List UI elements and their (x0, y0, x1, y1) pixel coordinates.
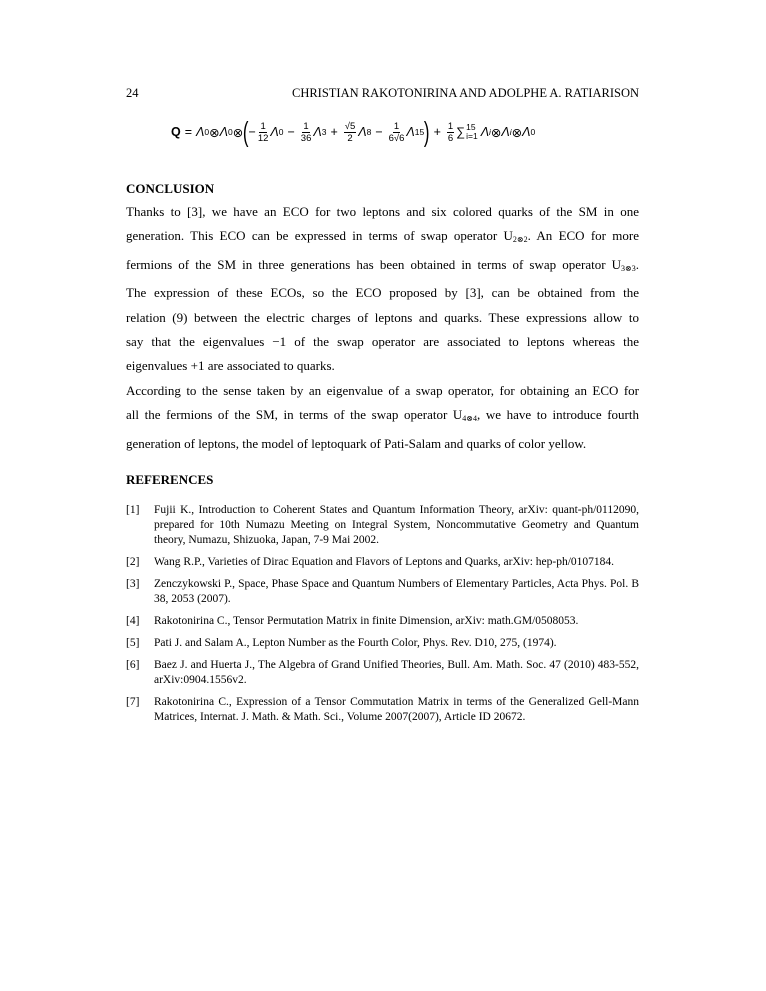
reference-item (126, 577, 639, 607)
reference-text: Baez J. and Huerta J., The Algebra of Grand Unified Theories, Bull. Am. Math. Soc. 47 (2010) 483-552, arXiv:0904.1556v2. (154, 659, 639, 686)
text-line (126, 224, 639, 252)
text-line: say that the eigenvalues −1 of the swap operator are associated to leptons whereas the (126, 334, 639, 350)
reference-number: [1] (126, 504, 140, 516)
page-header (126, 86, 639, 102)
reference-item (126, 695, 639, 725)
fraction-1-6 (447, 121, 454, 144)
formula-plus: + (433, 125, 441, 139)
text-span: fermions of the SM in three generations has been obtained in terms of swap operator U (126, 256, 622, 272)
text-line: eigenvalues +1 are associated to quarks. (126, 358, 335, 374)
fraction-denominator: 2 (347, 132, 353, 144)
fraction-sqrt5-2 (344, 121, 357, 144)
equation-q (171, 112, 611, 152)
fraction-numerator: 1 (447, 120, 454, 132)
text-line: The expression of these ECOs, so the ECO proposed by [3], can be obtained from the (126, 285, 639, 301)
operator-subscript: 3⊗3 (621, 263, 636, 273)
reference-text: Zenczykowski P., Space, Phase Space and Quantum Numbers of Elementary Particles, Acta Phys. Pol. B 38, 2053 (2007). (154, 578, 639, 605)
formula-otimes: ⊗ (511, 125, 523, 140)
formula-lambda: Λ (480, 125, 490, 139)
reference-text: Fujii K., Introduction to Coherent States and Quantum Information Theory, arXiv: quant-ph/0112090, prepared for 10th Numazu Meeting on Integral System, Noncommutative Geometry and Quantum theory, Numazu, Shizuoka, Japan, 7-9 Mai 2002. (154, 504, 639, 546)
reference-item (126, 614, 639, 629)
formula-sub: 0 (530, 127, 536, 137)
text-line: generation of leptons, the model of leptoquark of Pati-Salam and quarks of color yellow. (126, 435, 587, 451)
conclusion-paragraph-2 (126, 379, 639, 456)
formula-plus: + (330, 125, 338, 139)
fraction-numerator: √5 (344, 120, 356, 132)
text-line (126, 403, 639, 431)
reference-number: [3] (126, 578, 140, 590)
reference-text: Wang R.P., Varieties of Dirac Equation and Flavors of Leptons and Quarks, arXiv: hep-ph/0107184. (154, 556, 615, 568)
summation-limits (466, 123, 478, 141)
text-span: generation. This ECO can be expressed in terms of swap operator U (126, 228, 513, 244)
text-line: Thanks to [3], we have an ECO for two leptons and six colored quarks of the SM in one (126, 204, 639, 219)
reference-list (126, 503, 639, 732)
fraction-1-6sqrt6 (389, 121, 405, 144)
formula-lambda: Λ (501, 125, 510, 139)
fraction-denominator: 6√6 (388, 132, 405, 144)
formula-lambda: Λ (522, 125, 531, 139)
formula-lhs: Q (171, 125, 181, 139)
reference-text: Pati J. and Salam A., Lepton Number as the Fourth Color, Phys. Rev. D10, 275, (1974). (154, 637, 557, 649)
reference-item (126, 636, 639, 651)
formula-lambda: Λ (270, 125, 279, 139)
formula-lambda: Λ (358, 125, 367, 139)
reference-number: [6] (126, 659, 140, 671)
page-number: 24 (126, 86, 139, 100)
text-line (126, 253, 639, 281)
reference-text: Rakotonirina C., Tensor Permutation Matrix in finite Dimension, arXiv: math.GM/0508053. (154, 615, 579, 627)
operator-subscript: 2⊗2 (512, 235, 528, 245)
summation-symbol: ∑ (456, 125, 466, 139)
formula-sub: 0 (278, 127, 284, 137)
formula-left-paren: ( (243, 116, 249, 147)
running-head: CHRISTIAN RAKOTONIRINA AND ADOLPHE A. RATIARISON (291, 86, 639, 100)
reference-item (126, 503, 639, 548)
formula-lambda: Λ (313, 125, 322, 139)
conclusion-paragraph-1 (126, 200, 639, 379)
text-line: According to the sense taken by an eigenvalue of a swap operator, for obtaining an ECO for (126, 382, 639, 398)
reference-item (126, 658, 639, 688)
formula-lambda: Λ (196, 125, 205, 139)
summation-lower: i=1 (466, 131, 478, 141)
fraction-denominator: 12 (257, 132, 269, 144)
formula-minus: − (287, 125, 295, 139)
reference-number: [4] (126, 615, 140, 627)
formula-sub: 3 (321, 127, 327, 137)
fraction-denominator: 36 (300, 132, 312, 144)
text-span: , we have to introduce fourth (477, 407, 639, 423)
reference-number: [7] (126, 696, 140, 708)
formula-otimes: ⊗ (232, 125, 244, 140)
reference-item (126, 555, 639, 570)
fraction-1-12 (258, 121, 269, 144)
formula-sub: i (509, 127, 512, 137)
fraction-numerator: 1 (303, 120, 309, 132)
reference-text: Rakotonirina C., Expression of a Tensor Commutation Matrix in terms of the Generalized Gell-Mann Matrices, Internat. J. Math. & Math. Sci., Volume 2007(2007), Article ID 20672. (154, 696, 639, 723)
formula-equals: = (184, 125, 193, 139)
conclusion-heading: CONCLUSION (126, 181, 215, 196)
formula-lambda: Λ (406, 125, 415, 139)
conclusion-body (126, 200, 639, 456)
formula-right-paren: ) (424, 116, 430, 147)
formula-otimes: ⊗ (490, 125, 502, 140)
fraction-denominator: 6 (447, 132, 454, 144)
fraction-numerator: 1 (260, 120, 266, 132)
formula-sub: 0 (227, 127, 233, 137)
formula-minus: − (248, 125, 256, 139)
text-span: . An ECO for more (527, 228, 640, 244)
text-line: relation (9) between the electric charges of leptons and quarks. These expressions allow to (126, 309, 639, 325)
formula-otimes: ⊗ (209, 125, 220, 140)
formula-sub: 0 (204, 127, 210, 137)
formula-lambda: Λ (219, 125, 228, 139)
fraction-numerator: 1 (393, 120, 400, 132)
fraction-1-36 (301, 121, 312, 144)
reference-number: [2] (126, 556, 140, 568)
operator-subscript: 4⊗4 (462, 414, 477, 424)
formula-minus: − (375, 125, 383, 139)
formula-sub: 8 (366, 127, 372, 137)
text-span: . (635, 256, 639, 272)
formula-sub: i (489, 127, 491, 137)
references-heading: REFERENCES (126, 472, 214, 487)
summation-upper: 15 (466, 122, 476, 132)
formula-sub: 15 (414, 127, 425, 137)
text-span: all the fermions of the SM, in terms of the swap operator U (126, 407, 463, 423)
reference-number: [5] (126, 637, 140, 649)
